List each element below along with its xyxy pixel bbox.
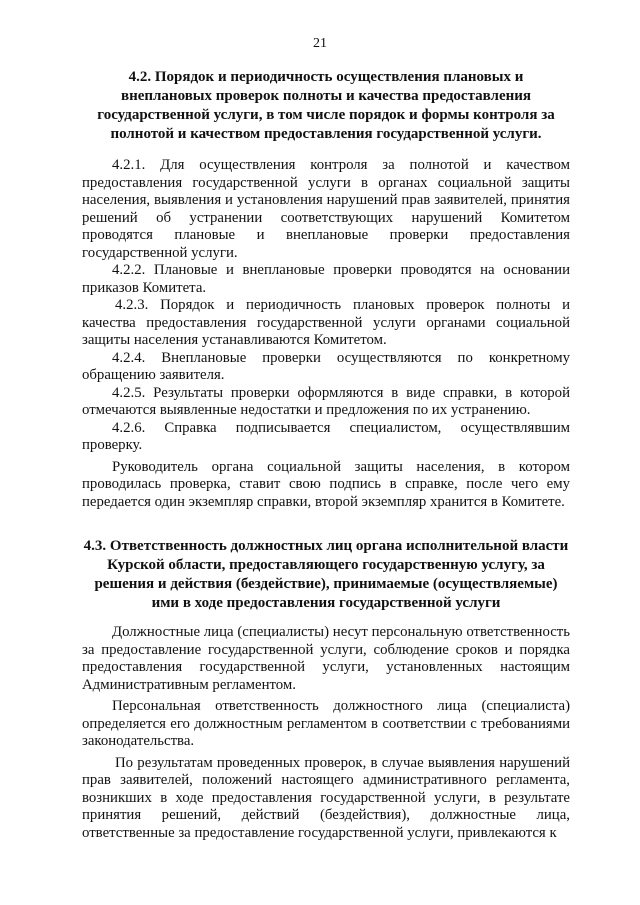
section-4-2-body <box>82 157 570 511</box>
section-4-3-heading: 4.3. Ответственность должностных лиц органа исполнительной власти Курской области, предоставляющего государственную услугу, за решения и действия (бездействие), принимаемые (осуществляемые) ими в ходе предоставления государственной услуги <box>83 538 569 611</box>
paragraph-personal-liability: Персональная ответственность должностного лица (специалиста) определяется его должностным регламентом в соответствии с требованиями законодательства. <box>82 698 570 749</box>
section-4-2 <box>82 68 570 144</box>
paragraph-4-2-3: 4.2.3. Порядок и периодичность плановых проверок полноты и качества предоставления государственной услуги органами социальной защиты населения устанавливаются Комитетом. <box>82 297 570 348</box>
paragraph-inspection-results: По результатам проведенных проверок, в случае выявления нарушений прав заявителей, положений настоящего административного регламента, возникших в ходе предоставления государственной услуги, в результате принятия решений, действий (бездействия), должностные лица, ответственные за предоставление государственной услуги, привлекаются к <box>82 754 570 841</box>
paragraph-officials-liability: Должностные лица (специалисты) несут персональную ответственность за предоставление государственной услуги, соблюдение сроков и порядка предоставления государственной услуги, установленных настоящим Административным регламентом. <box>82 624 570 693</box>
paragraph-4-2-6: 4.2.6. Справка подписывается специалистом, осуществлявшим проверку. <box>82 419 570 453</box>
paragraph-4-2-1: 4.2.1. Для осуществления контроля за полнотой и качеством предоставления государственной услуги в органах социальной защиты населения, выявления и установления нарушений прав заявителей, принятия решений об устранении соответствующих нарушений Комитетом проводятся плановые и внеплановые проверки предоставления государственной услуги. <box>82 157 570 261</box>
paragraph-4-2-4: 4.2.4. Внеплановые проверки осуществляются по конкретному обращению заявителя. <box>82 349 570 383</box>
section-4-2-heading: 4.2. Порядок и периодичность осуществления плановых и внеплановых проверок полноты и качества предоставления государственной услуги, в том числе порядок и формы контроля за полнотой и качеством предоставления государственной услуги. <box>97 69 555 142</box>
section-4-3-body <box>82 624 570 842</box>
paragraph-head-signature: Руководитель органа социальной защиты населения, в котором проводилась проверка, ставит свою подпись в справке, после чего ему передается один экземпляр справки, второй экземпляр хранится в Комитете. <box>82 458 570 510</box>
paragraph-4-2-5: 4.2.5. Результаты проверки оформляются в виде справки, в которой отмечаются выявленные недостатки и предложения по их устранению. <box>82 384 570 418</box>
page-number: 21 <box>313 36 327 51</box>
section-4-3 <box>82 537 570 613</box>
paragraph-4-2-2: 4.2.2. Плановые и внеплановые проверки проводятся на основании приказов Комитета. <box>82 262 570 296</box>
